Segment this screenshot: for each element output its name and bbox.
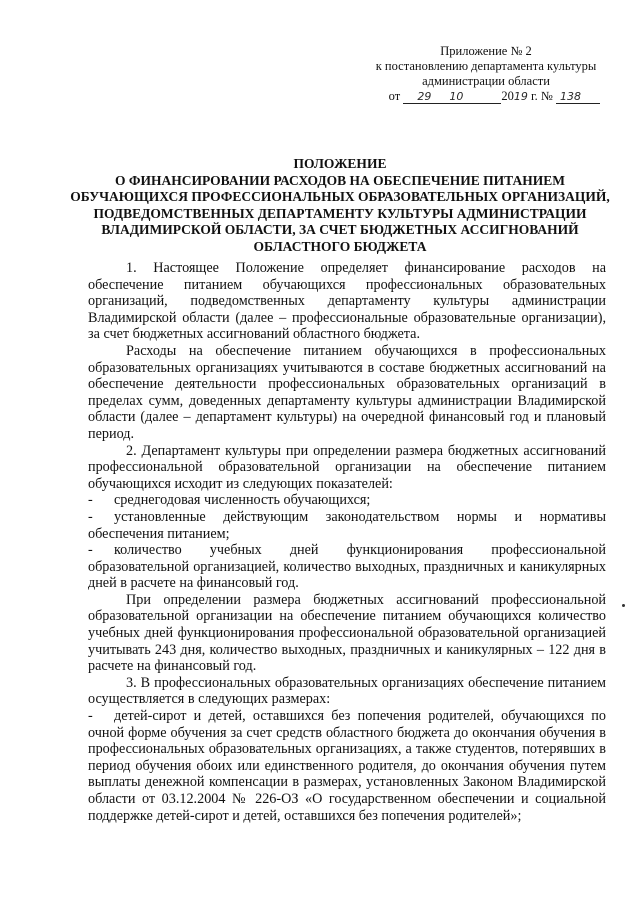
date-prefix: от [388, 89, 401, 103]
handwritten-day: 29 [403, 91, 445, 104]
bullet-item [88, 492, 606, 509]
paragraph-1: 1. Настоящее Положение определяет финансирование расходов на обеспечение питанием обучающихся профессиональных образовательных организаций, подведомственных департаменту культуры администрации Владимирской области (далее – профессиональные образовательные организации), за счет бюджетных ассигнований областного бюджета. [88, 260, 606, 343]
year-suffix: г. № [530, 89, 553, 103]
handwritten-doc-number: 138 [556, 91, 600, 104]
title-line: ОБУЧАЮЩИХСЯ ПРОФЕССИОНАЛЬНЫХ ОБРАЗОВАТЕЛЬНЫХ ОРГАНИЗАЦИЙ, [70, 189, 610, 204]
bullet-item [88, 509, 606, 542]
title-line: ПОДВЕДОМСТВЕННЫХ ДЕПАРТАМЕНТУ КУЛЬТУРЫ АДМИНИСТРАЦИИ [93, 205, 587, 221]
year-prefix: 20 [501, 89, 514, 103]
paragraph-4: При определении размера бюджетных ассигнований профессиональной образовательной организации на обеспечение питанием обучающихся количество учебных дней функционирования профессиональной образовательной организацией учитывать 243 дня, количество выходных, праздничных и каникулярных – 122 дня в расчете на финансовый год. [88, 591, 606, 675]
title-line: ОБЛАСТНОГО БЮДЖЕТА [253, 238, 427, 254]
bullet-text: детей-сирот и детей, оставшихся без попечения родителей, обучающихся по очной форме обучения за счет средств областного бюджета до окончания обучения в профессиональных образовательных организациях, а также студентов, потерявших в период обучения обоих или единственного родителя, до окончания обучения путем выплаты денежной компенсации в размерах, установленных Законом Владимирской области от 03.12.2004 № 226-ОЗ «О государственном обеспечении и социальной поддержке детей-сирот и детей, оставшихся без попечения родителей»; [88, 708, 606, 824]
handwritten-year: 19 [513, 90, 528, 103]
bullet-dash: - [88, 542, 93, 559]
scan-speck [622, 604, 625, 607]
admin-line: администрации области [422, 74, 550, 88]
title-line: О ФИНАНСИРОВАНИИ РАСХОДОВ НА ОБЕСПЕЧЕНИЕ ПИТАНИЕМ [115, 172, 565, 188]
document-title [60, 156, 620, 255]
appendix-header [370, 44, 602, 104]
appendix-label: Приложение № 2 [440, 44, 532, 58]
paragraph-5: 3. В профессиональных образовательных организациях обеспечение питанием осуществляется в следующих размерах: [88, 674, 606, 708]
title-line: ПОЛОЖЕНИЕ [293, 156, 387, 171]
bullet-item [88, 542, 606, 592]
bullet-text: установленные действующим законодательством нормы и нормативы обеспечения питанием; [88, 508, 606, 542]
date-line [370, 89, 602, 104]
paragraph-3: 2. Департамент культуры при определении размера бюджетных ассигнований профессиональной образовательной организации на обеспечение питанием обучающихся исходит из следующих показателей: [88, 442, 606, 492]
bullet-text: среднегодовая численность обучающихся; [114, 492, 371, 509]
document-body [88, 260, 606, 824]
bullet-dash: - [88, 708, 93, 725]
bullet-dash: - [88, 508, 93, 525]
bullet-dash: - [88, 492, 93, 509]
title-line: ВЛАДИМИРСКОЙ ОБЛАСТИ, ЗА СЧЕТ БЮДЖЕТНЫХ АССИГНОВАНИЙ [101, 222, 579, 237]
decree-line: к постановлению департамента культуры [375, 59, 597, 73]
handwritten-month: 10 [445, 91, 501, 104]
paragraph-2: Расходы на обеспечение питанием обучающихся в профессиональных образовательных организациях учитываются в составе бюджетных ассигнований на обеспечение деятельности профессиональных образовательных организаций в пределах сумм, доведенных департаменту культуры администрации Владимирской области (далее – департамент культуры) на очередной финансовый год и плановый период. [88, 342, 606, 442]
bullet-item [88, 708, 606, 824]
bullet-text: количество учебных дней функционирования профессиональной образовательной организацией, количество выходных, праздничных и каникулярных дней в расчете на финансовый год. [88, 542, 606, 592]
